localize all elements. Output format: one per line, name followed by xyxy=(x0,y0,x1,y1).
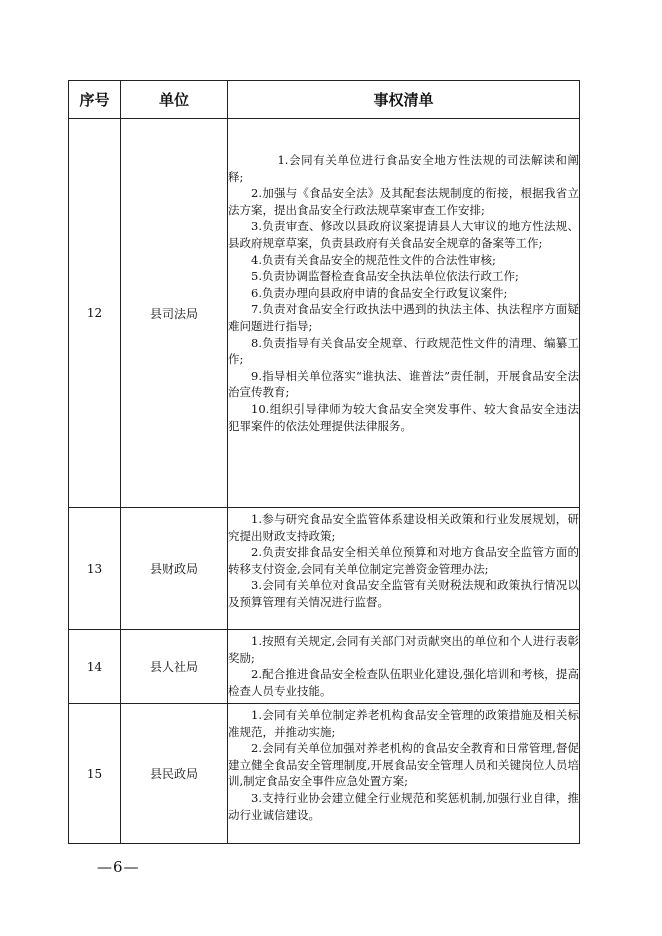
row-unit: 县民政局 xyxy=(121,704,228,844)
page-number: —6— xyxy=(97,858,140,876)
row-unit: 县司法局 xyxy=(121,119,228,508)
row-duties xyxy=(228,508,580,630)
table-row xyxy=(69,508,580,630)
table-row xyxy=(69,119,580,508)
table-header-row xyxy=(69,81,580,119)
duty-item: 1.会同有关单位制定养老机构食品安全管理的政策措施及相关标准规范，并推动实施; xyxy=(228,708,579,739)
duty-item: 7.负责对食品安全行政执法中遇到的执法主体、执法程序方面疑难问题进行指导; xyxy=(228,302,579,333)
duty-item: 9.指导相关单位落实“谁执法、谁普法”责任制，开展食品安全法治宣传教育; xyxy=(228,368,579,400)
duty-item: 3.负责审查、修改以县政府议案提请县人大审议的地方性法规、县政府规章草案，负责县政府有关食品安全规章的备案等工作; xyxy=(228,219,579,250)
duty-item: 5.负责协调监督检查食品安全执法单位依法行政工作; xyxy=(251,269,519,284)
row-seq: 12 xyxy=(69,119,121,508)
duty-list-table xyxy=(68,80,580,844)
duty-item: 3.会同有关单位对食品安全监管有关财税法规和政策执行情况以及预算管理有关情况进行监督。 xyxy=(228,578,579,609)
row-unit: 县人社局 xyxy=(121,630,228,704)
row-seq: 13 xyxy=(69,508,121,630)
row-seq: 14 xyxy=(69,630,121,704)
duty-item: 6.负责办理向县政府申请的食品安全行政复议案件; xyxy=(251,285,508,300)
row-duties xyxy=(228,704,580,844)
duty-item: 1.按照有关规定,会同有关部门对贡献突出的单位和个人进行表彰奖励; xyxy=(228,634,579,665)
duty-item: 8.负责指导有关食品安全规章、行政规范性文件的清理、编纂工作; xyxy=(228,335,579,367)
row-seq: 15 xyxy=(69,704,121,844)
duty-item: 4.负责有关食品安全的规范性文件的合法性审核; xyxy=(251,252,496,267)
table-row xyxy=(69,704,580,844)
table-row xyxy=(69,630,580,704)
row-unit: 县财政局 xyxy=(121,508,228,630)
duty-item: 2.会同有关单位加强对养老机构的食品安全教育和日常管理,督促建立健全食品安全管理制度,开展食品安全管理人员和关键岗位人员培训,制定食品安全事件应急处置方案; xyxy=(228,741,579,789)
duty-item: 3.支持行业协会建立健全行业规范和奖惩机制,加强行业自律，推动行业诚信建设。 xyxy=(228,790,579,822)
duty-item: 2.配合推进食品安全检查队伍职业化建设,强化培训和考核，提高检查人员专业技能。 xyxy=(228,667,579,698)
header-seq: 序号 xyxy=(69,81,121,119)
row-duties xyxy=(228,630,580,704)
header-unit: 单位 xyxy=(121,81,228,119)
duty-item: 1.会同有关单位进行食品安全地方性法规的司法解读和阐释; xyxy=(228,153,579,184)
row-duties xyxy=(228,119,580,508)
duty-item: 10.组织引导律师为较大食品安全突发事件、较大食品安全违法犯罪案件的依法处理提供法律服务。 xyxy=(228,401,579,433)
duty-item: 2.加强与《食品安全法》及其配套法规制度的衔接，根据我省立法方案，提出食品安全行政法规草案审查工作安排; xyxy=(228,186,579,217)
duty-item: 1.参与研究食品安全监管体系建设相关政策和行业发展规划，研究提出财政支持政策; xyxy=(228,512,579,543)
duty-item: 2.负责安排食品安全相关单位预算和对地方食品安全监管方面的转移支付资金,会同有关单位制定完善资金管理办法; xyxy=(228,545,579,576)
header-duties: 事权清单 xyxy=(228,81,580,119)
